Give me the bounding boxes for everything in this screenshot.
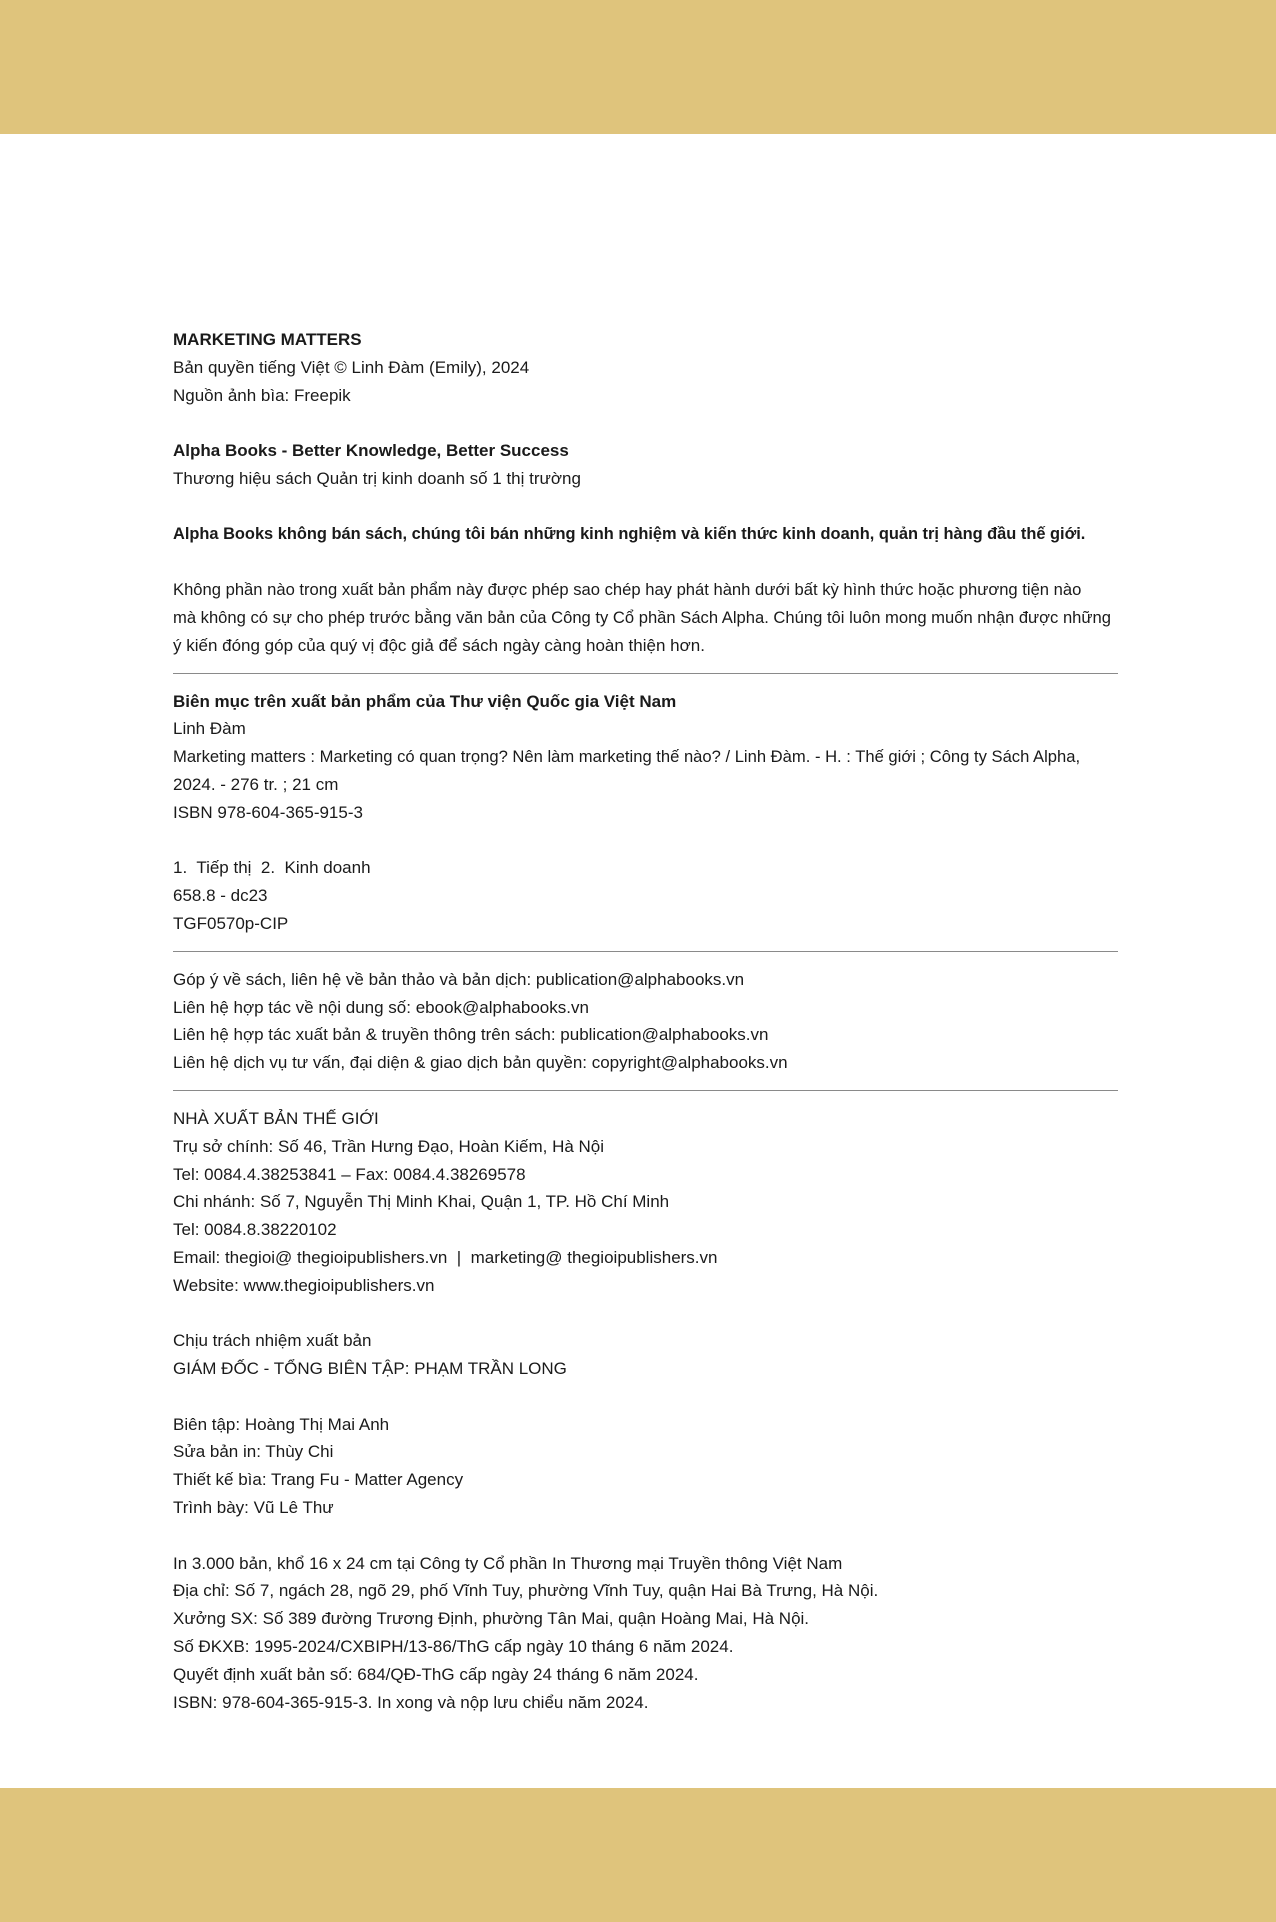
copyright-notice-line: mà không có sự cho phép trước bằng văn bản của Công ty Cổ phần Sách Alpha. Chúng tôi luôn mong muốn nhận được những [173, 607, 1111, 627]
cip-subjects: 1. Tiếp thị 2. Kinh doanh [173, 858, 371, 878]
contact-line: Liên hệ hợp tác về nội dung số: ebook@alphabooks.vn [173, 997, 589, 1017]
contact-line: Góp ý về sách, liên hệ về bản thảo và bản dịch: publication@alphabooks.vn [173, 969, 745, 989]
book-title: MARKETING MATTERS [173, 330, 362, 349]
publisher-website: Website: www.thegioipublishers.vn [173, 1275, 435, 1295]
director-line: GIÁM ĐỐC - TỔNG BIÊN TẬP: PHẠM TRẦN LONG [173, 1359, 567, 1379]
mission-statement: Alpha Books không bán sách, chúng tôi bán những kinh nghiệm và kiến thức kinh doanh, quản trị hàng đầu thế giới. [173, 524, 1086, 543]
responsibility-label: Chịu trách nhiệm xuất bản [173, 1331, 372, 1351]
printing-line: Quyết định xuất bản số: 684/QĐ-ThG cấp ngày 24 tháng 6 năm 2024. [173, 1664, 699, 1684]
cip-ddc: 658.8 - dc23 [173, 886, 268, 906]
section-divider [173, 951, 1118, 952]
spacer [173, 548, 1118, 576]
spacer [173, 493, 1118, 521]
bottom-decorative-band [0, 1788, 1276, 1922]
printing-line: Xưởng SX: Số 389 đường Trương Định, phường Tân Mai, quận Hoàng Mai, Hà Nội. [173, 1609, 810, 1629]
credit-editor: Biên tập: Hoàng Thị Mai Anh [173, 1414, 390, 1434]
spacer [173, 1383, 1118, 1411]
contact-line: Liên hệ hợp tác xuất bản & truyền thông trên sách: publication@alphabooks.vn [173, 1025, 769, 1045]
cip-author: Linh Đàm [173, 719, 246, 739]
cip-heading: Biên mục trên xuất bản phẩm của Thư viện Quốc gia Việt Nam [173, 691, 677, 711]
publisher-branch: Chi nhánh: Số 7, Nguyễn Thị Minh Khai, Quận 1, TP. Hồ Chí Minh [173, 1192, 670, 1212]
top-decorative-band [0, 0, 1276, 134]
cip-isbn: ISBN 978-604-365-915-3 [173, 802, 363, 822]
cip-record-line: Marketing matters : Marketing có quan trọng? Nên làm marketing thế nào? / Linh Đàm. - H. : Thế giới ; Công ty Sách Alpha, [173, 747, 1081, 767]
printing-line: In 3.000 bản, khổ 16 x 24 cm tại Công ty Cổ phần In Thương mại Truyền thông Việt Nam [173, 1553, 843, 1573]
section-divider [173, 1090, 1118, 1091]
spacer [173, 827, 1118, 855]
publisher-branch-tel: Tel: 0084.8.38220102 [173, 1220, 337, 1240]
spacer [173, 1522, 1118, 1550]
copyright-notice-line: ý kiến đóng góp của quý vị độc giả để sách ngày càng hoàn thiện hơn. [173, 635, 705, 655]
publisher-head-office: Trụ sở chính: Số 46, Trần Hưng Đạo, Hoàn Kiếm, Hà Nội [173, 1136, 605, 1156]
cover-image-source: Nguồn ảnh bìa: Freepik [173, 385, 351, 405]
spacer [173, 1300, 1118, 1328]
contact-line: Liên hệ dịch vụ tư vấn, đại diện & giao dịch bản quyền: copyright@alphabooks.vn [173, 1053, 788, 1073]
publisher-name: NHÀ XUẤT BẢN THẾ GIỚI [173, 1108, 379, 1128]
printing-line: Địa chỉ: Số 7, ngách 28, ngõ 29, phố Vĩnh Tuy, phường Vĩnh Tuy, quận Hai Bà Trưng, Hà Nội. [173, 1581, 879, 1601]
credit-layout: Trình bày: Vũ Lê Thư [173, 1498, 334, 1518]
cip-code: TGF0570p-CIP [173, 913, 289, 933]
copyright-notice-line: Không phần nào trong xuất bản phẩm này được phép sao chép hay phát hành dưới bất kỳ hình thức hoặc phương tiện nào [173, 580, 1082, 600]
section-divider [173, 673, 1118, 674]
spacer [173, 409, 1118, 437]
copyright-page [173, 326, 1118, 1716]
brand-tagline: Thương hiệu sách Quản trị kinh doanh số 1 thị trường [173, 468, 581, 488]
brand-name: Alpha Books - Better Knowledge, Better Success [173, 441, 569, 461]
printing-line: Số ĐKXB: 1995-2024/CXBIPH/13-86/ThG cấp ngày 10 tháng 6 năm 2024. [173, 1637, 734, 1657]
credit-proofreader: Sửa bản in: Thùy Chi [173, 1442, 334, 1462]
cip-record-line: 2024. - 276 tr. ; 21 cm [173, 774, 339, 794]
printing-line: ISBN: 978-604-365-915-3. In xong và nộp lưu chiểu năm 2024. [173, 1692, 649, 1712]
vietnamese-rights: Bản quyền tiếng Việt © Linh Đàm (Emily), 2024 [173, 357, 530, 377]
publisher-email: Email: thegioi@ thegioipublishers.vn | marketing@ thegioipublishers.vn [173, 1247, 718, 1267]
credit-cover-designer: Thiết kế bìa: Trang Fu - Matter Agency [173, 1470, 464, 1490]
publisher-tel-fax: Tel: 0084.4.38253841 – Fax: 0084.4.38269578 [173, 1164, 526, 1184]
